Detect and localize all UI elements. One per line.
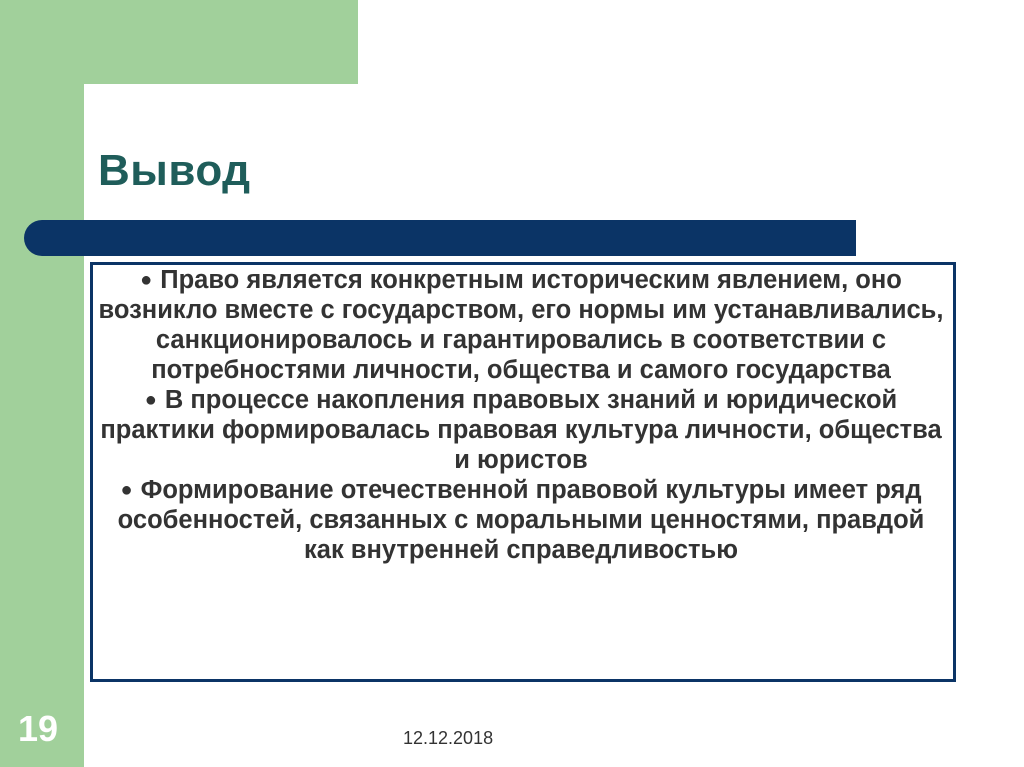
bullet-text: Право является конкретным историческим явлением, оно возникло вместе с государством, его нормы им устанавливались, санкционировалось и гарантировались в соответствии с потребностями личности, общества и самого государства [98,266,944,384]
bullet-text: В процессе накопления правовых знаний и юридической практики формировалась правовая культура личности, общества и юристов [100,386,942,474]
bullet-item [98,265,944,385]
bullet-list [98,265,944,565]
bullet-dot-icon: ● [144,389,157,411]
green-side-strip [0,0,84,767]
green-top-block [0,0,358,84]
bullet-item [98,475,944,565]
bullet-text: Формирование отечественной правовой культуры имеет ряд особенностей, связанных с моральными ценностями, правдой как внутренней справедливостью [117,476,925,564]
bullet-dot-icon: ● [140,269,153,291]
bullet-item [98,385,944,475]
bullet-dot-icon: ● [120,479,133,501]
title-underline-bar [24,220,856,256]
slide-title: Вывод [98,146,251,195]
slide-number: 19 [18,708,59,749]
slide-date: 12.12.2018 [403,728,494,748]
